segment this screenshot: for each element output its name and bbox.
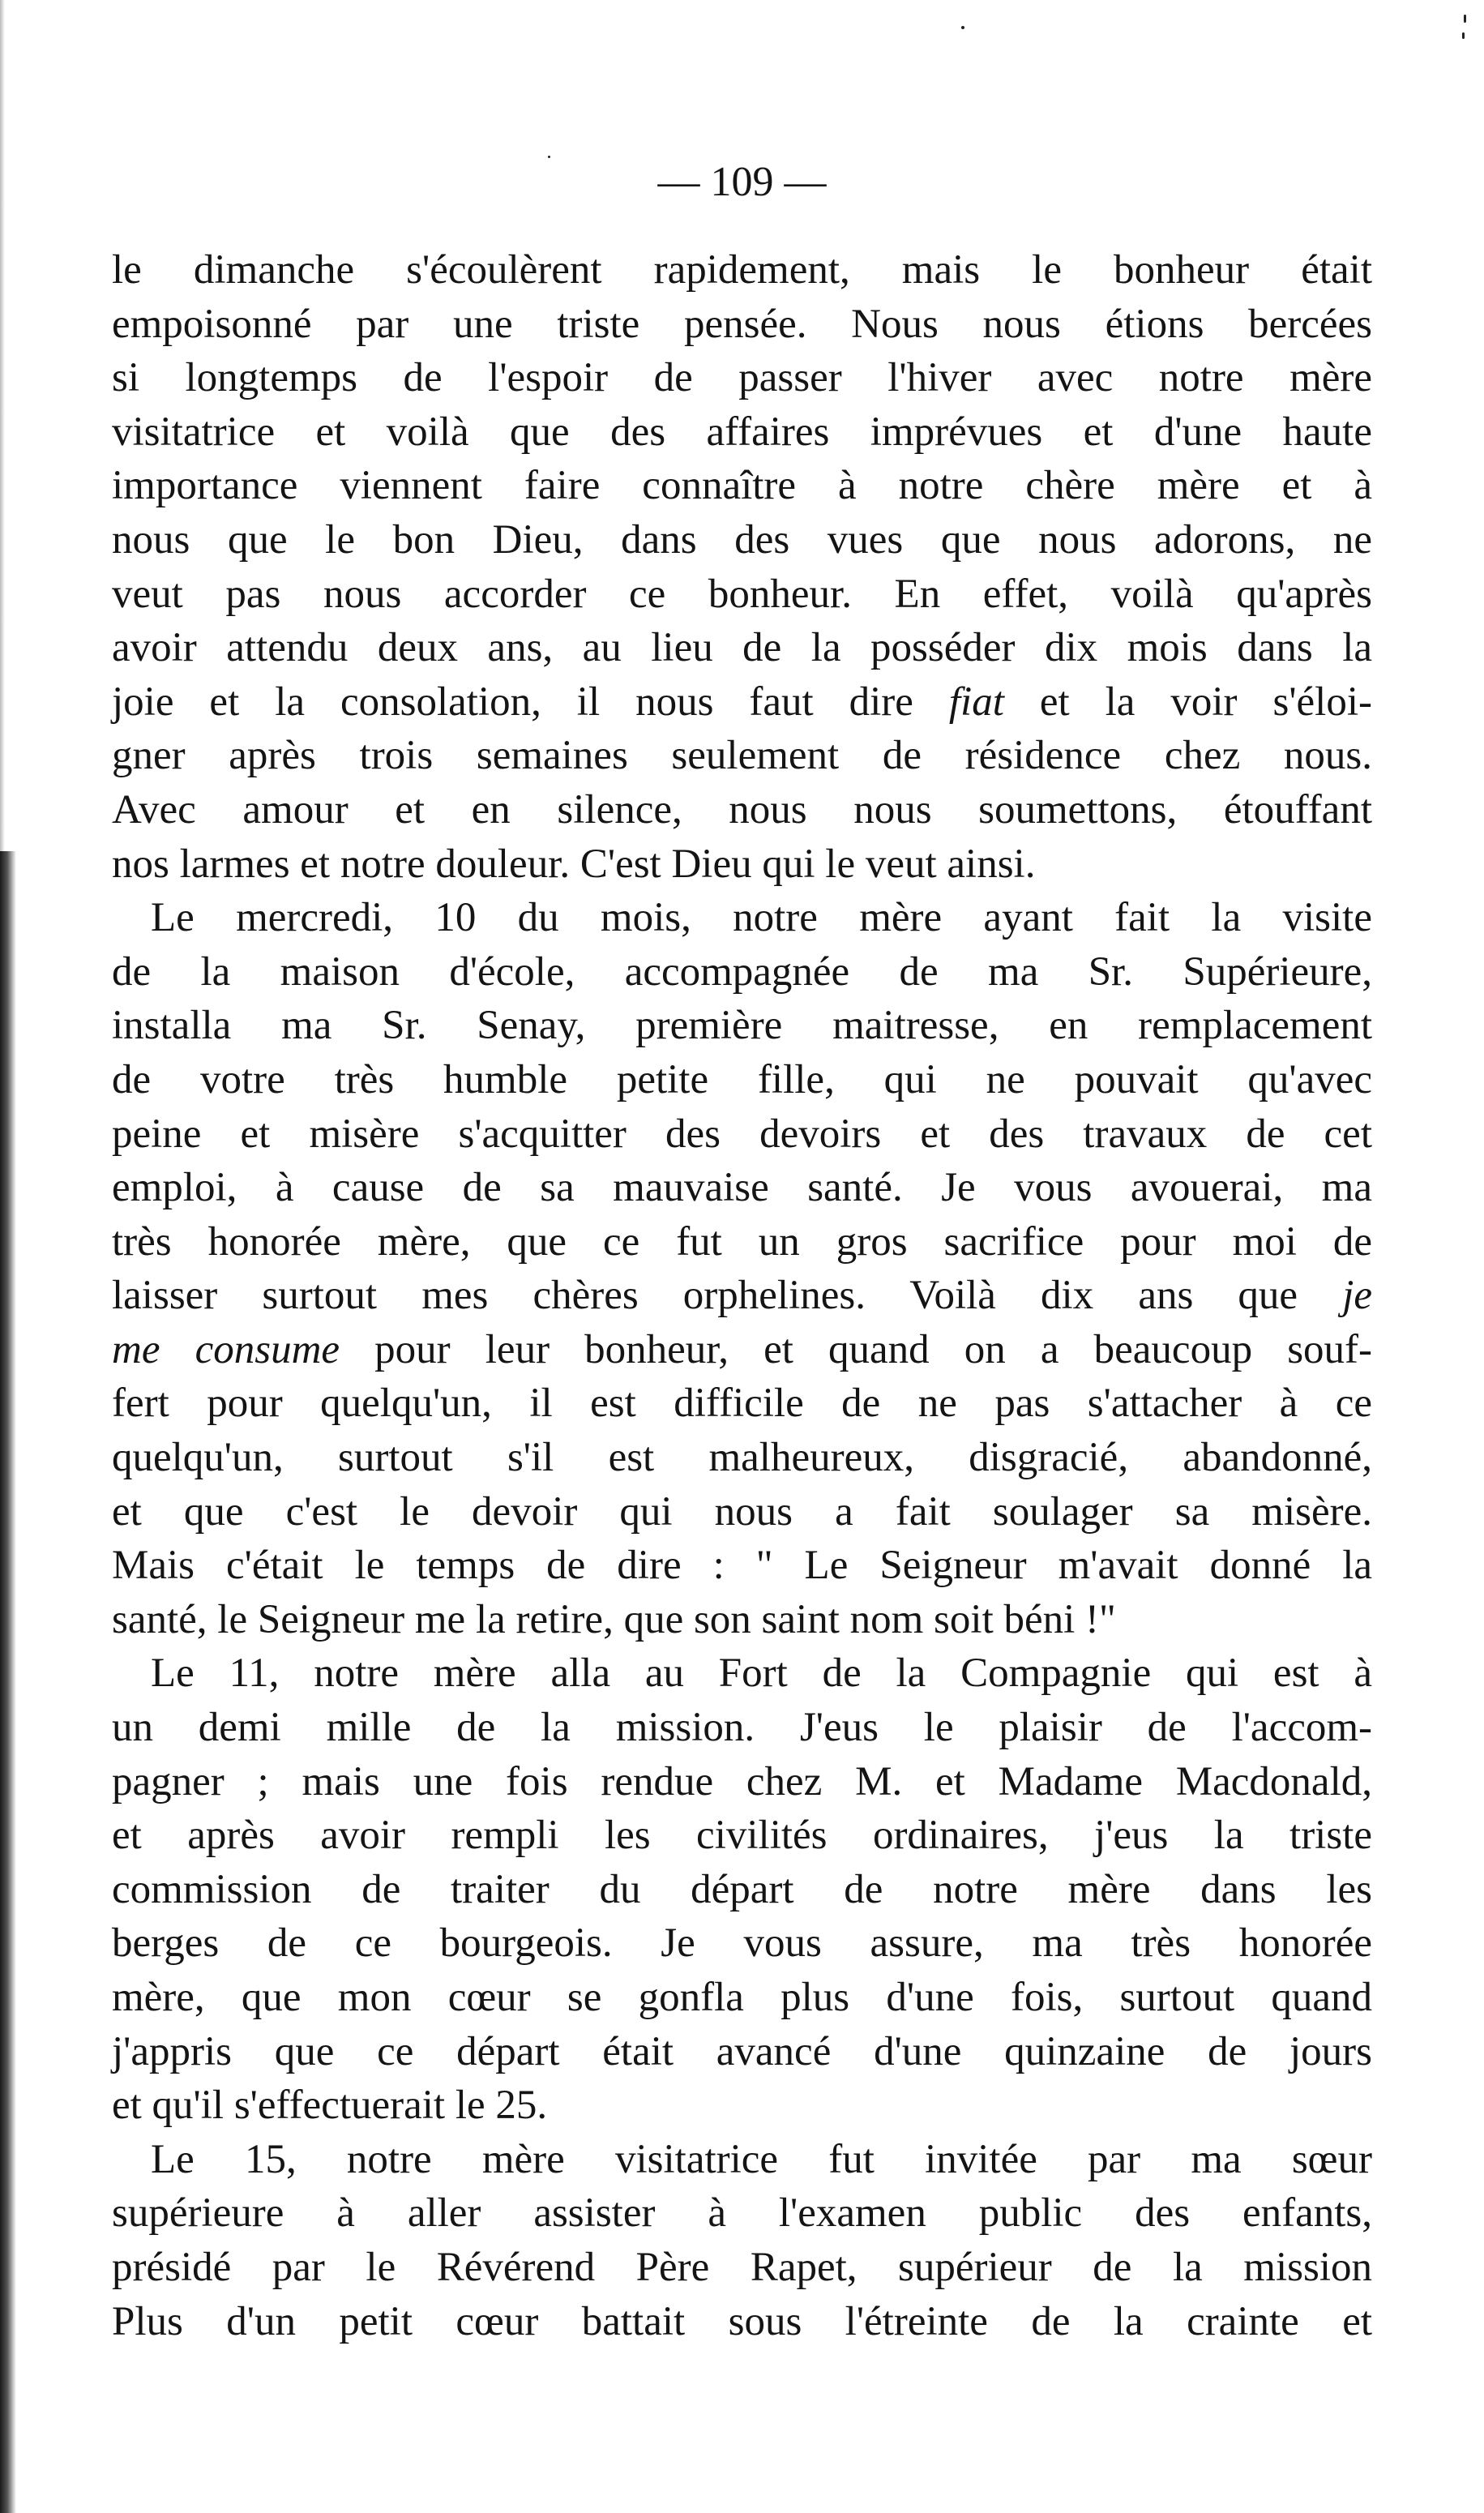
ink-speck — [1464, 15, 1466, 23]
body-text — [112, 243, 1372, 2348]
text-line: quelqu'un, surtout s'il est malheureux, disgracié, abandonné, — [112, 1435, 1372, 1481]
text-line: empoisonné par une triste pensée. Nous nous étions bercées — [112, 301, 1372, 347]
binding-edge-top — [0, 0, 5, 851]
ink-speck — [961, 26, 964, 29]
text-line: avoir attendu deux ans, au lieu de la posséder dix mois dans la — [112, 625, 1372, 671]
text-line: me consume pour leur bonheur, et quand on a beaucoup souf- — [112, 1326, 1373, 1372]
text-line: joie et la consolation, il nous faut dire fiat et la voir s'éloi- — [112, 679, 1372, 725]
text-line: et après avoir rempli les civilités ordinaires, j'eus la triste — [112, 1813, 1372, 1859]
text-line: laisser surtout mes chères orphelines. Voilà dix ans que je — [112, 1273, 1372, 1319]
text-line: Avec amour et en silence, nous nous soumettons, étouffant — [112, 786, 1372, 833]
text-line: et qu'il s'effectuerait le 25. — [112, 2083, 548, 2129]
text-line: pagner ; mais une fois rendue chez M. et Madame Macdonald, — [112, 1758, 1372, 1804]
text-line: berges de ce bourgeois. Je vous assure, ma très honorée — [112, 1920, 1372, 1967]
text-line: peine et misère s'acquitter des devoirs et des travaux de cet — [112, 1111, 1372, 1157]
text-line: le dimanche s'écoulèrent rapidement, mais le bonheur était — [112, 247, 1372, 293]
text-line: Le 11, notre mère alla au Fort de la Compagnie qui est à — [151, 1650, 1372, 1697]
text-line: si longtemps de l'espoir de passer l'hiver avec notre mère — [112, 355, 1372, 401]
text-line: nos larmes et notre douleur. C'est Dieu qui le veut ainsi. — [112, 841, 1036, 887]
text-line: fert pour quelqu'un, il est difficile de ne pas s'attacher à ce — [112, 1381, 1372, 1427]
text-line: installa ma Sr. Senay, première maitresse, en remplacement — [112, 1003, 1372, 1049]
text-line: un demi mille de la mission. J'eus le plaisir de l'accom- — [112, 1705, 1372, 1751]
text-line: veut pas nous accorder ce bonheur. En effet, voilà qu'après — [112, 571, 1372, 617]
text-line: visitatrice et voilà que des affaires imprévues et d'une haute — [112, 409, 1372, 455]
binding-shadow — [0, 851, 16, 2513]
page-number: — 109 — — [657, 159, 827, 205]
text-line: nous que le bon Dieu, dans des vues que nous adorons, ne — [112, 516, 1372, 563]
ink-speck — [1462, 32, 1465, 39]
text-line: très honorée mère, que ce fut un gros sacrifice pour moi de — [112, 1218, 1372, 1265]
text-line: Plus d'un petit cœur battait sous l'étreinte de la crainte et — [112, 2298, 1372, 2344]
text-line: de votre très humble petite fille, qui ne pouvait qu'avec — [112, 1056, 1372, 1102]
text-line: mère, que mon cœur se gonfla plus d'une fois, surtout quand — [112, 1975, 1372, 2020]
text-line: de la maison d'école, accompagnée de ma Sr. Supérieure, — [112, 948, 1372, 995]
text-line: Mais c'était le temps de dire : " Le Seigneur m'avait donné la — [112, 1543, 1372, 1589]
text-line: emploi, à cause de sa mauvaise santé. Je vous avouerai, ma — [112, 1165, 1372, 1211]
text-line: Le 15, notre mère visitatrice fut invitée par ma sœur — [151, 2136, 1372, 2182]
text-line: gner après trois semaines seulement de résidence chez nous. — [112, 733, 1372, 779]
text-line: supérieure à aller assister à l'examen public des enfants, — [112, 2190, 1372, 2237]
text-line: commission de traiter du départ de notre mère dans les — [112, 1866, 1372, 1912]
text-line: présidé par le Révérend Père Rapet, supérieur de la mission — [112, 2244, 1372, 2290]
text-line: et que c'est le devoir qui nous a fait soulager sa misère. — [112, 1488, 1372, 1535]
text-line: santé, le Seigneur me la retire, que son saint nom soit béni !" — [112, 1596, 1116, 1642]
text-line: j'appris que ce départ était avancé d'une quinzaine de jours — [112, 2028, 1372, 2074]
text-line: importance viennent faire connaître à notre chère mère et à — [112, 463, 1372, 509]
text-line: Le mercredi, 10 du mois, notre mère ayant fait la visite — [151, 895, 1372, 941]
